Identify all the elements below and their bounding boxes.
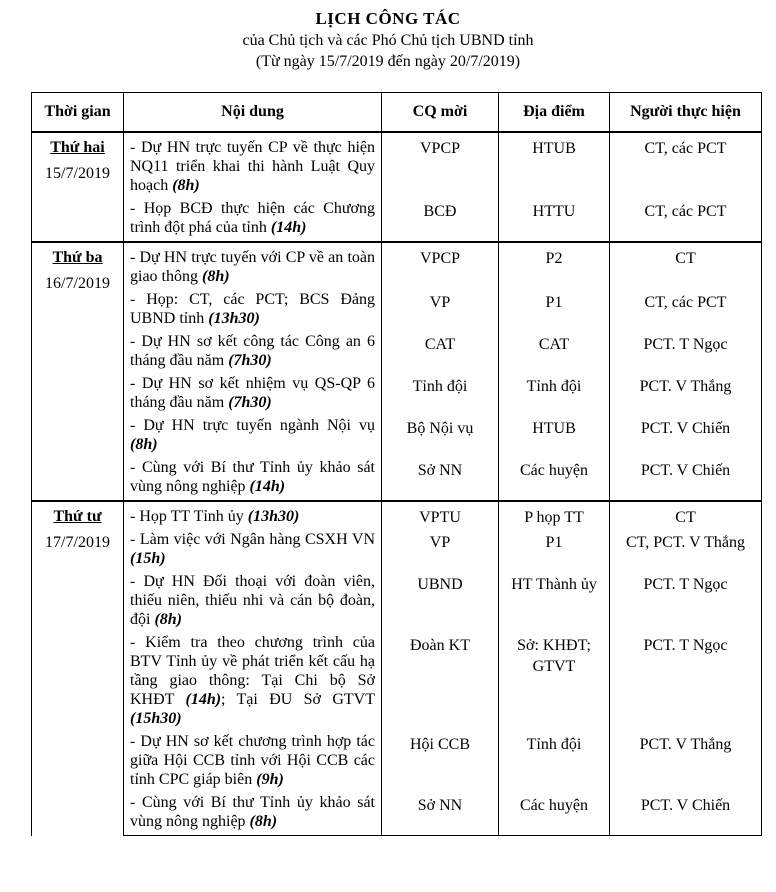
event-text: - Cùng với Bí thư Tỉnh ủy khảo sát vùng nông nghiệp [130,459,375,495]
event-person: PCT. T Ngọc [610,633,762,732]
event-host: Tỉnh đội [382,374,499,416]
event-text: - Họp: CT, các PCT; BCS Đảng UBND tỉnh [130,291,375,327]
event-content [124,132,382,199]
page-title: LỊCH CÔNG TÁC [315,9,461,28]
event-person: PCT. V Chiến [610,416,762,458]
day-name: Thứ ba [52,249,103,266]
event-place: P2 [499,242,610,290]
event-time: (8h) [249,813,278,830]
event-text-continued: ; Tại ĐU Sở GTVT [221,691,375,708]
event-host: Sở NN [382,793,499,836]
event-person: CT, PCT. V Thắng [610,530,762,572]
table-row [32,501,762,530]
event-place: HTUB [499,416,610,458]
event-content [124,530,382,572]
event-text: - Dự HN sơ kết công tác Công an 6 tháng đầu năm [130,333,375,369]
event-place: Tỉnh đội [499,732,610,793]
day-date: 17/7/2019 [45,534,110,551]
event-time: (8h) [154,611,183,628]
event-time: (13h30) [247,508,300,525]
event-host: VPCP [382,132,499,199]
event-content [124,416,382,458]
event-host: UBND [382,572,499,633]
event-person: CT, các PCT [610,132,762,199]
table-row [32,374,762,416]
event-person: CT [610,501,762,530]
day-date: 15/7/2019 [45,165,110,182]
event-text: - Dự HN Đối thoại với đoàn viên, thiếu niên, thiếu nhi và cán bộ đoàn, đội [130,573,375,628]
table-row [32,132,762,199]
day-name: Thứ hai [50,139,105,156]
col-header-person: Người thực hiện [610,93,762,133]
table-row [32,242,762,290]
event-place: P1 [499,290,610,332]
table-row [32,332,762,374]
event-time: (15h) [130,550,166,567]
table-row [32,416,762,458]
col-header-place: Địa điểm [499,93,610,133]
event-time: (14h) [249,478,286,495]
event-text: - Dự HN sơ kết chương trình hợp tác giữa Hội CCB tỉnh với Hội CCB các tỉnh CPC giáp biên [130,733,375,788]
event-time-second: (15h30) [130,710,182,727]
event-text: - Dự HN trực tuyến CP về thực hiện NQ11 triển khai thi hành Luật Quy hoạch [130,139,375,194]
event-content [124,572,382,633]
event-text: - Dự HN trực tuyến ngành Nội vụ [130,417,375,434]
day-cell [32,132,124,242]
event-host: VPTU [382,501,499,530]
event-time: (8h) [202,268,230,285]
event-content [124,374,382,416]
event-place: HT Thành ủy [499,572,610,633]
event-time: (7h30) [228,394,272,411]
event-content [124,199,382,242]
col-header-host: CQ mời [382,93,499,133]
event-content [124,793,382,836]
day-date: 16/7/2019 [45,275,110,292]
day-cell [32,501,124,836]
header-row [32,93,762,133]
event-content [124,633,382,732]
event-text: - Làm việc với Ngân hàng CSXH VN [130,531,375,548]
event-host: CAT [382,332,499,374]
table-row [32,793,762,836]
day-cell [32,242,124,501]
event-person: CT [610,242,762,290]
event-place: HTTU [499,199,610,242]
event-text: - Dự HN sơ kết nhiệm vụ QS-QP 6 tháng đầu năm [130,375,375,411]
day-group [32,132,762,242]
event-time: (7h30) [228,352,272,369]
event-person: PCT. V Chiến [610,458,762,501]
day-name: Thứ tư [53,508,102,525]
event-host: BCĐ [382,199,499,242]
event-time: (13h30) [208,310,260,327]
event-person: PCT. V Thắng [610,732,762,793]
event-host: VP [382,290,499,332]
table-row [32,290,762,332]
event-host: Bộ Nội vụ [382,416,499,458]
event-host: VP [382,530,499,572]
event-text: - Cùng với Bí thư Tỉnh ủy khảo sát vùng nông nghiệp [130,794,375,830]
event-content [124,458,382,501]
event-text: - Họp BCĐ thực hiện các Chương trình đột phá của tỉnh [130,200,375,236]
table-row [32,633,762,732]
event-host: Đoàn KT [382,633,499,732]
table-row [32,458,762,501]
event-host: VPCP [382,242,499,290]
event-place: HTUB [499,132,610,199]
event-place: Các huyện [499,793,610,836]
event-person: CT, các PCT [610,290,762,332]
event-content [124,290,382,332]
table-row [32,572,762,633]
day-group [32,242,762,501]
event-person: PCT. T Ngọc [610,332,762,374]
table-row [32,732,762,793]
event-place: Tỉnh đội [499,374,610,416]
event-time: (8h) [130,436,158,453]
schedule-table [31,92,762,836]
col-header-content: Nội dung [124,93,382,133]
event-person: PCT. V Chiến [610,793,762,836]
col-header-time: Thời gian [32,93,124,133]
event-place: P1 [499,530,610,572]
date-range: (Từ ngày 15/7/2019 đến ngày 20/7/2019) [255,53,521,70]
event-place: Sở: KHĐT; GTVT [499,633,610,732]
table-row [32,530,762,572]
event-content [124,332,382,374]
event-text: - Dự HN trực tuyến với CP về an toàn giao thông [130,249,375,285]
event-time: (14h) [270,219,307,236]
day-group [32,501,762,836]
event-time: (8h) [172,177,200,194]
event-content [124,501,382,530]
event-text: - Kiểm tra theo chương trình của BTV Tỉnh ủy về phát triển kết cấu hạ tầng giao thông: Tại Chi bộ Sở KHĐT [130,634,375,708]
page-subtitle: của Chủ tịch và các Phó Chủ tịch UBND tỉnh [242,32,534,49]
event-person: CT, các PCT [610,199,762,242]
event-host: Sở NN [382,458,499,501]
event-host: Hội CCB [382,732,499,793]
event-text: - Họp TT Tỉnh ủy [130,508,248,525]
event-person: PCT. V Thắng [610,374,762,416]
event-time: (14h) [185,691,222,708]
event-time: (9h) [256,771,284,788]
event-content [124,242,382,290]
event-place: P họp TT [499,501,610,530]
event-content [124,732,382,793]
event-place: Các huyện [499,458,610,501]
event-person: PCT. T Ngọc [610,572,762,633]
table-row [32,199,762,242]
event-place: CAT [499,332,610,374]
